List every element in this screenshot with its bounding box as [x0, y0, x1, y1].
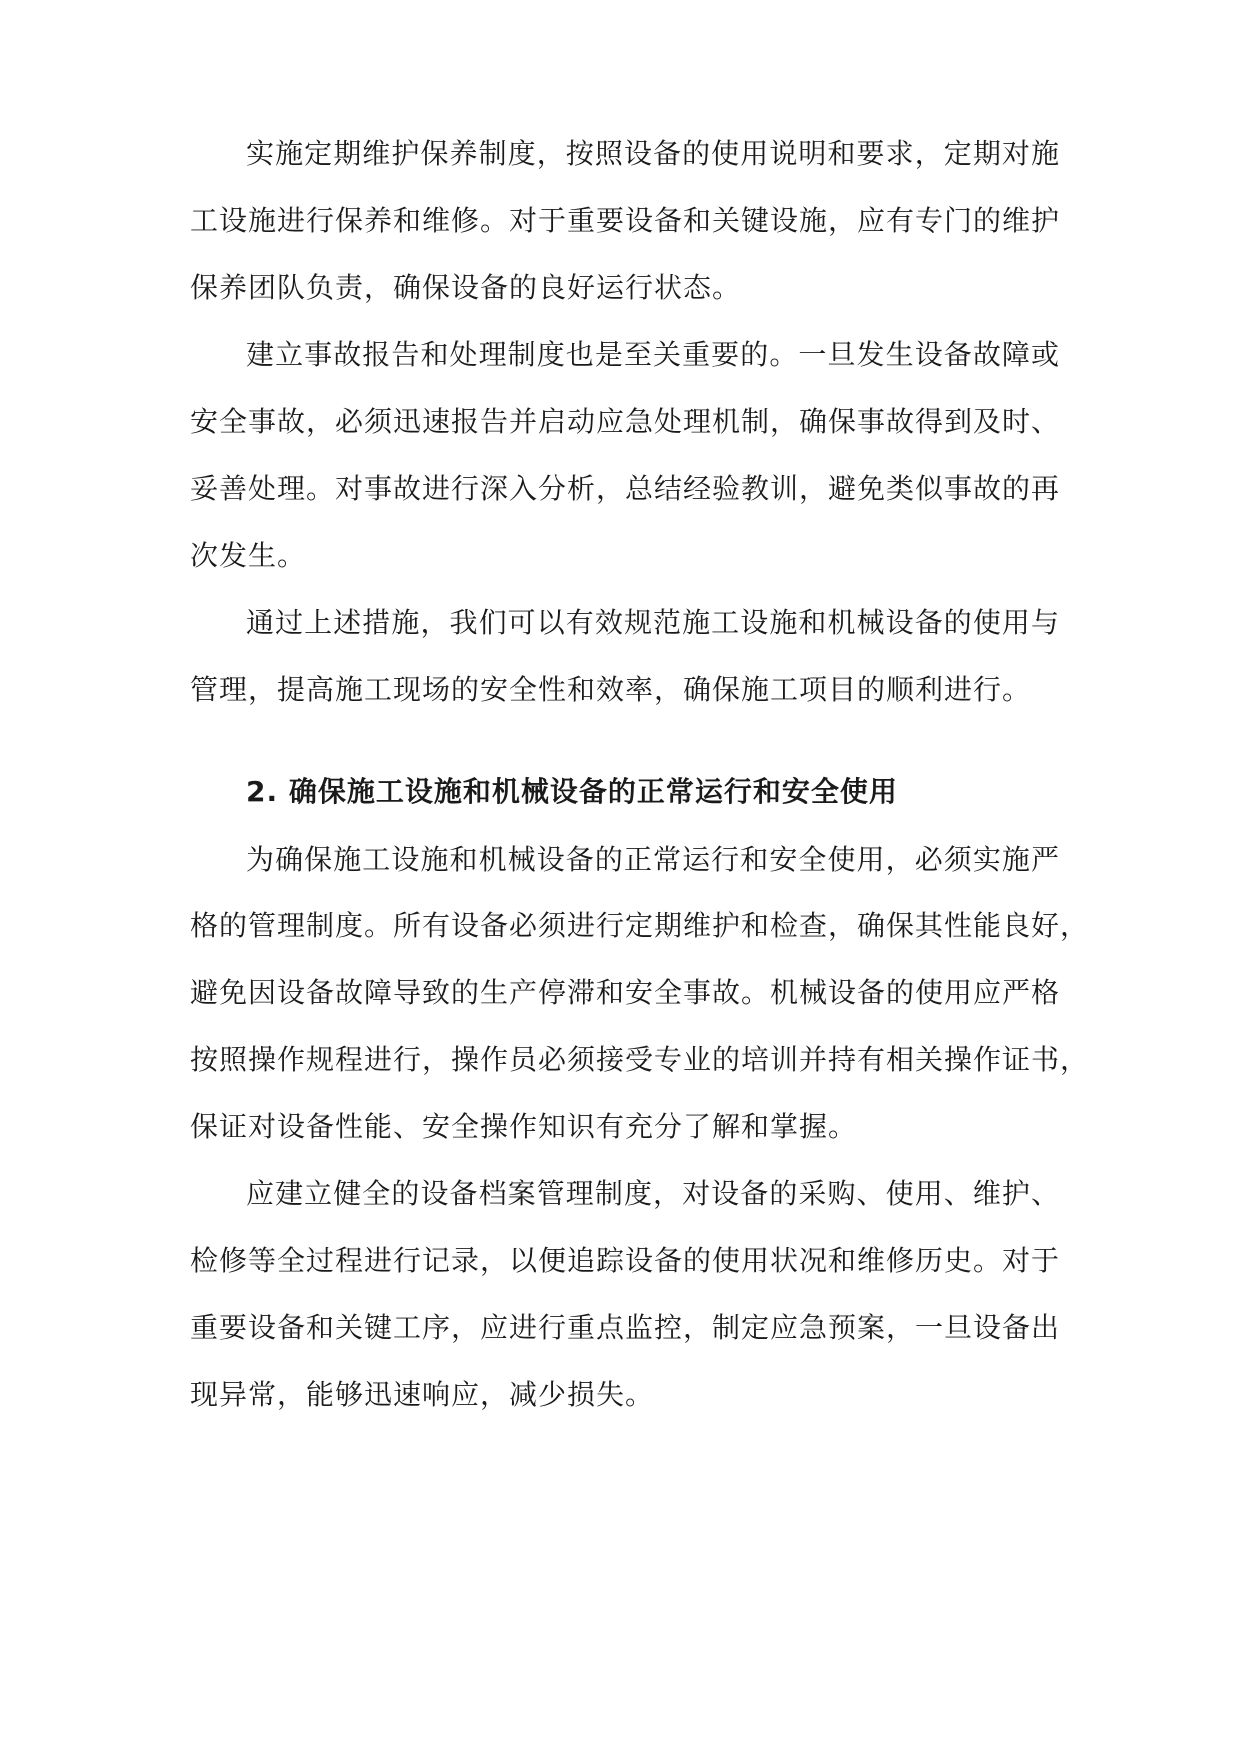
paragraph-line: 工设施进行保养和维修。对于重要设备和关键设施，应有专门的维护 — [190, 204, 1061, 237]
paragraph-line: 通过上述措施，我们可以有效规范施工设施和机械设备的使用与 — [246, 606, 1060, 639]
section-heading: 2. 确保施工设施和机械设备的正常运行和安全使用 — [246, 775, 898, 808]
paragraph-line: 保养团队负责，确保设备的良好运行状态。 — [190, 271, 742, 304]
paragraph-line: 管理，提高施工现场的安全性和效率，确保施工项目的顺利进行。 — [190, 673, 1032, 706]
paragraph-line: 建立事故报告和处理制度也是至关重要的。一旦发生设备故障或 — [246, 338, 1060, 371]
paragraph-line: 实施定期维护保养制度，按照设备的使用说明和要求，定期对施 — [246, 137, 1060, 170]
paragraph-line: 妥善处理。对事故进行深入分析，总结经验教训，避免类似事故的再 — [190, 472, 1061, 505]
paragraph-line: 按照操作规程进行，操作员必须接受专业的培训并持有相关操作证书， — [190, 1043, 1090, 1076]
paragraph-line: 为确保施工设施和机械设备的正常运行和安全使用，必须实施严 — [246, 843, 1060, 876]
paragraph-line: 保证对设备性能、安全操作知识有充分了解和掌握。 — [190, 1110, 858, 1143]
paragraph-line: 格的管理制度。所有设备必须进行定期维护和检查，确保其性能良好， — [190, 909, 1090, 942]
paragraph-line: 重要设备和关键工序，应进行重点监控，制定应急预案，一旦设备出 — [190, 1311, 1061, 1344]
paragraph-line: 现异常，能够迅速响应，减少损失。 — [190, 1378, 655, 1411]
paragraph-line: 安全事故，必须迅速报告并启动应急处理机制，确保事故得到及时、 — [190, 405, 1061, 438]
paragraph-line: 次发生。 — [190, 539, 307, 572]
paragraph-line: 避免因设备故障导致的生产停滞和安全事故。机械设备的使用应严格 — [190, 976, 1061, 1009]
paragraph-line: 应建立健全的设备档案管理制度，对设备的采购、使用、维护、 — [246, 1177, 1060, 1210]
paragraph-line: 检修等全过程进行记录，以便追踪设备的使用状况和维修历史。对于 — [190, 1244, 1061, 1277]
